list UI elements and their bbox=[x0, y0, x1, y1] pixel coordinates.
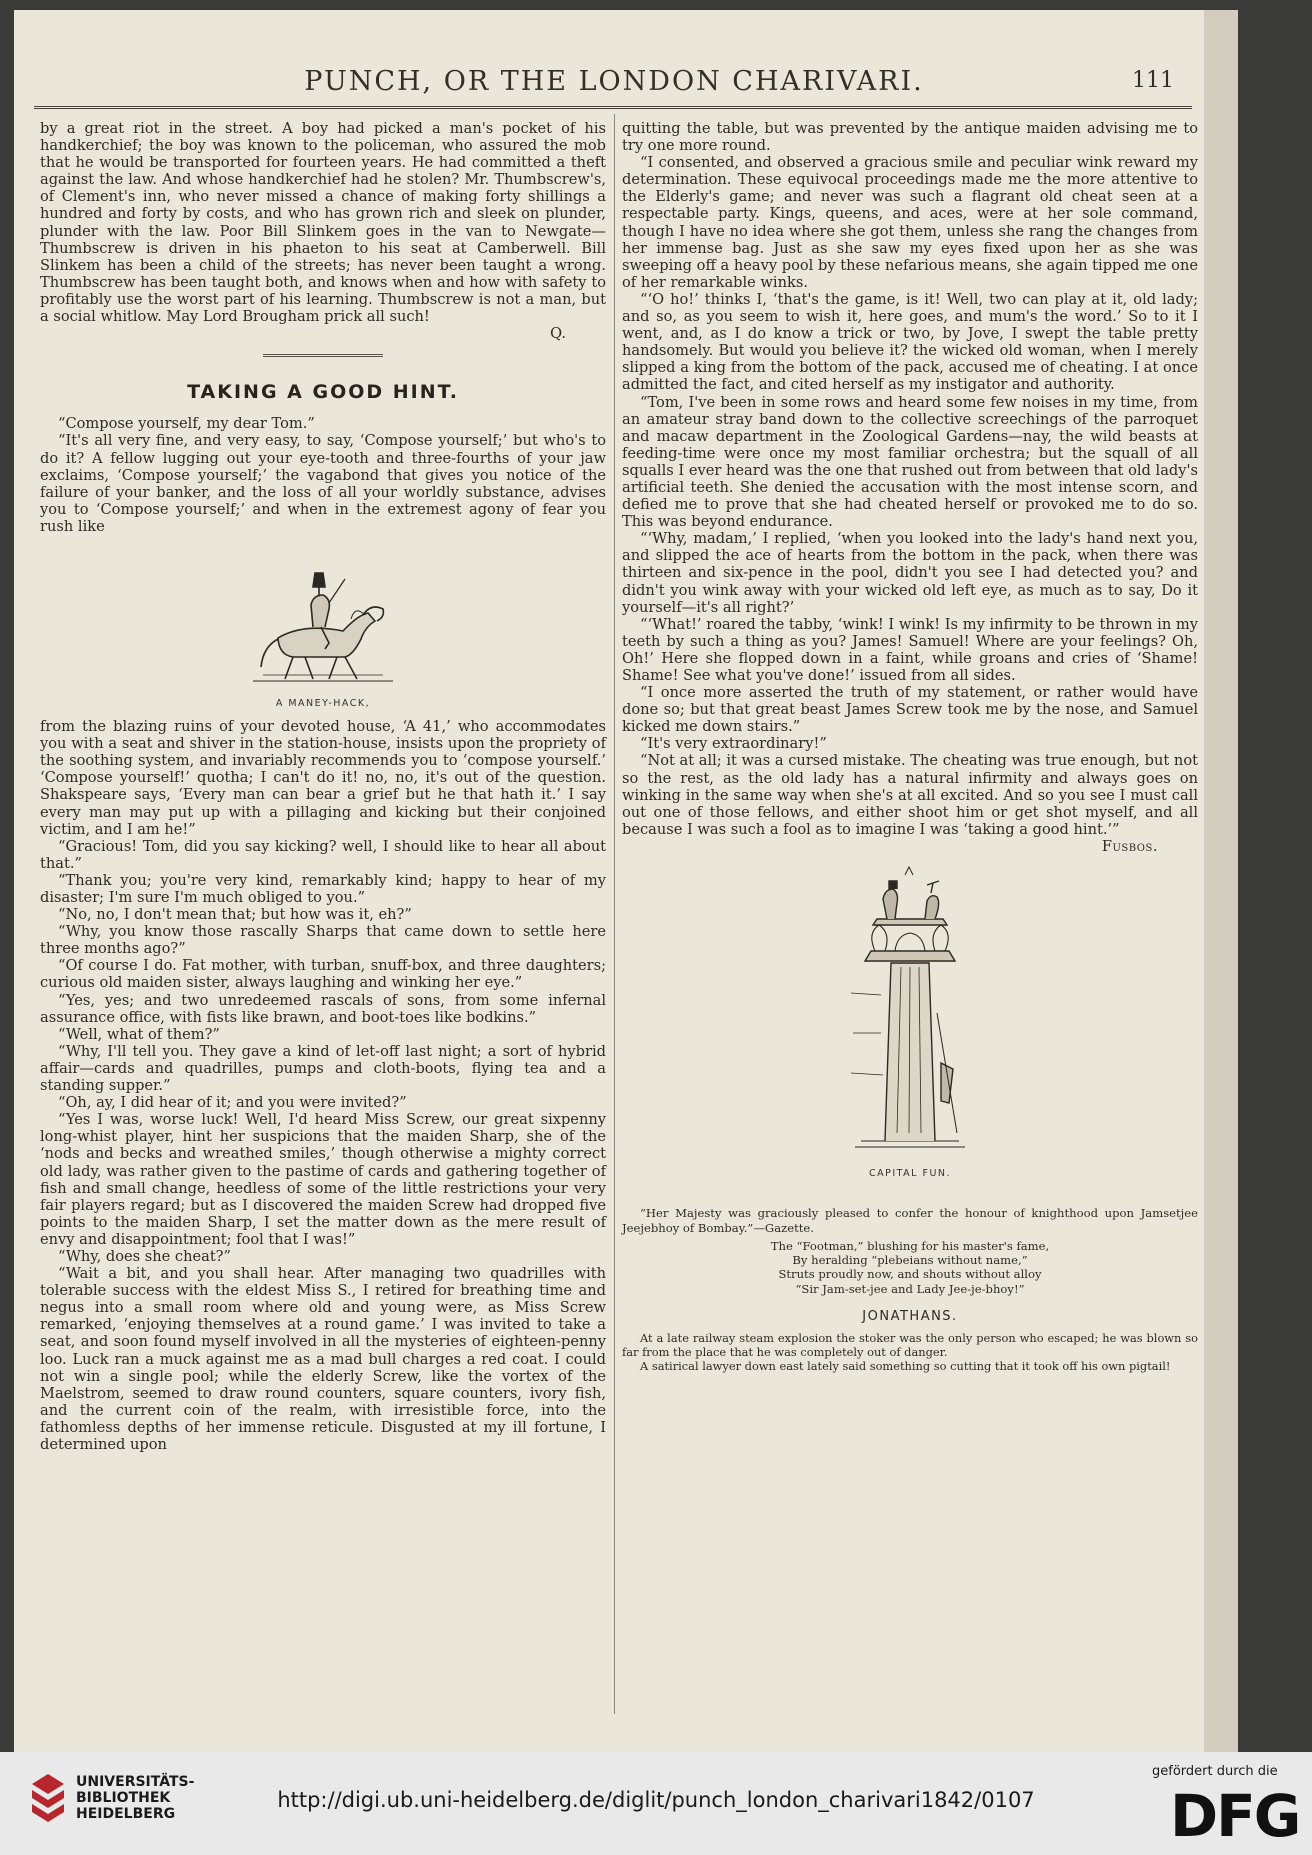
dfg-logo: DFG bbox=[1170, 1782, 1300, 1850]
right-column bbox=[622, 120, 1198, 1373]
paragraph: from the blazing ruins of your devoted house, ‘A 41,’ who accommodates you with a seat and shiver in the station-house, insists upon the propriety of the soothing system, and invariably recommends you to ‘compose yourself.’ ‘Compose yourself!’ quotha; I can't do it! no, no, it's out of the question. Shakspeare says, ‘Every man can bear a grief but he that hath it.’ I say every man may put up with a pillaging and kicking but their conjoined victim, and I am he!” bbox=[40, 718, 606, 838]
paragraph: “Yes, yes; and two unredeemed rascals of sons, from some infernal assurance office, with fists like brawn, and boot-toes like bodkins.” bbox=[40, 991, 606, 1026]
column-capital-illustration bbox=[845, 863, 975, 1163]
paragraph: “Of course I do. Fat mother, with turban, snuff-box, and three daughters; curious old maiden sister, always laughing and winking her eye.” bbox=[40, 957, 606, 992]
intro-paragraph: by a great riot in the street. A boy had picked a man's pocket of his handkerchief; the boy was known to the policeman, who assured the mob that he would be transported for fourteen years. He had committed a theft against the law. And whose handkerchief had he stolen? Mr. Thumbscrew's, of Clement's inn, who never missed a chance of making forty shillings a hundred and forty by costs, and who has grown rich and sleek on plunder, plunder with the law. Poor Bill Slinkem goes in the van to Newgate—Thumbscrew is driven in his phaeton to his seat at Camberwell. Bill Slinkem has been a child of the streets; has never been taught a wrong. Thumbscrew has been taught both, and knows when and how with safety to profitably use the worst part of his learning. Thumbscrew is not a man, but a social whitlow. May Lord Brougham prick all such! bbox=[40, 120, 606, 326]
paragraph: “‘O ho!’ thinks I, ‘that's the game, is it! Well, two can play at it, old lady; and so, as you seem to wish it, here goes, and mum's the word.’ So to it I went, and, as I do know a trick or two, by Jove, I swept the table pretty handsomely. But would you believe it? the wicked old woman, when I merely slipped a king from the bottom of the pack, accused me of cheating. I at once admitted the fact, and cited herself as my instigator and authority. bbox=[622, 290, 1198, 394]
paragraph: quitting the table, but was prevented by the antique maiden advising me to try one more round. bbox=[622, 120, 1198, 155]
paragraph: “Oh, ay, I did hear of it; and you were invited?” bbox=[58, 1094, 407, 1112]
article-title: TAKING A GOOD HINT. bbox=[187, 381, 459, 404]
paragraph: “Why, does she cheat?” bbox=[58, 1247, 231, 1265]
paragraph: “I once more asserted the truth of my statement, or rather would have done so; but that great beast James Screw took me by the nose, and Samuel kicked me down stairs.” bbox=[622, 684, 1198, 736]
paragraph: “Thank you; you're very kind, remarkably kind; happy to hear of my disaster; I'm sure I'm much obliged to you.” bbox=[40, 871, 606, 906]
jonathans-item: A satirical lawyer down east lately said something so cutting that it took off his own pigtail! bbox=[640, 1358, 1171, 1373]
left-column bbox=[40, 120, 606, 1453]
jonathans-heading: JONATHANS. bbox=[862, 1308, 958, 1324]
column-divider bbox=[614, 114, 615, 1714]
section-rule bbox=[263, 354, 383, 358]
institution-name-line: HEIDELBERG bbox=[76, 1806, 176, 1822]
paragraph: “Not at all; it was a cursed mistake. The cheating was true enough, but not so the rest, as the old lady has a natural infirmity and always goes on winking in the same way when she's at all excited. And so you see I must call out one of those fellows, and either shoot him or get shot myself, and all because I was such a fool as to imagine I was ‘taking a good hint.’” bbox=[622, 752, 1198, 838]
page-header-title: PUNCH, OR THE LONDON CHARIVARI. bbox=[304, 66, 924, 97]
page-number: 111 bbox=[1132, 68, 1174, 93]
paragraph: “Well, what of them?” bbox=[58, 1025, 220, 1043]
permalink-url[interactable]: http://digi.ub.uni-heidelberg.de/diglit/punch_london_charivari1842/0107 bbox=[277, 1788, 1035, 1812]
figure-caption: CAPITAL FUN. bbox=[868, 1168, 952, 1180]
page-edge bbox=[1204, 10, 1238, 1752]
figure-caption: A MANEY-HACK, bbox=[275, 697, 371, 709]
verse-line: The “Footman,” blushing for his master's fame, bbox=[770, 1238, 1050, 1253]
paragraph: “I consented, and observed a gracious smile and peculiar wink reward my determination. These equivocal proceedings made me the more attentive to the Elderly's game; and never was such a flagrant old cheat seen at a respectable party. Kings, queens, and aces, were at her sole command, though I have no idea where she got them, unless she rang the changes from her immense bag. Just as she saw my eyes fixed upon her as she was sweeping off a heavy pool by these nefarious means, she again tipped me one of her remarkable winks. bbox=[622, 154, 1198, 291]
figure-capital-fun bbox=[622, 863, 1198, 1182]
verse-line: “Sir Jam-set-jee and Lady Jee-je-bhoy!” bbox=[795, 1281, 1025, 1296]
intro-signature: Q. bbox=[550, 325, 566, 343]
header-rule bbox=[34, 106, 1192, 111]
scanned-page bbox=[14, 10, 1204, 1752]
funding-note: gefördert durch die bbox=[1152, 1764, 1278, 1779]
verse bbox=[622, 1239, 1198, 1296]
paragraph: “It's very extraordinary!” bbox=[640, 735, 827, 753]
article-signature: Fusbos. bbox=[1101, 837, 1158, 855]
paragraph: “No, no, I don't mean that; but how was it, eh?” bbox=[58, 906, 412, 924]
institution-name-line: UNIVERSITÄTS- bbox=[76, 1774, 195, 1790]
horse-rider-illustration bbox=[233, 543, 413, 693]
institution-name-line: BIBLIOTHEK bbox=[76, 1790, 171, 1806]
paragraph: “Gracious! Tom, did you say kicking? well, I should like to hear all about that.” bbox=[40, 837, 606, 872]
paragraph: “Compose yourself, my dear Tom.” bbox=[58, 415, 315, 433]
paragraph: “Wait a bit, and you shall hear. After managing two quadrilles with tolerable success with the eldest Miss S., I retired for breathing time and negus into a small room where old and young were, as Miss Screw remarked, ‘enjoying themselves at a round game.’ I was invited to take a seat, and soon found myself involved in all the mysteries of eighteen-penny loo. Luck ran a muck against me as a mad bull charges a red coat. I could not win a single pool; while the elderly Screw, like the vortex of the Maelstrom, seemed to draw round counters, square counters, ivory fish, and the current coin of the realm, with irresistible force, into the fathomless depths of her immense reticule. Disgusted at my ill fortune, I determined upon bbox=[40, 1265, 606, 1453]
paragraph: “‘Why, madam,’ I replied, ‘when you looked into the lady's hand next you, and slipped the ace of hearts from the bottom in the pack, when there was thirteen and six-pence in the pool, didn't you see I had detected you? and didn't you wink away with your wicked old left eye, as much as to say, Do it yourself—it's all right?’ bbox=[622, 530, 1198, 616]
figure-maney-hack bbox=[40, 543, 606, 712]
paragraph: “Yes I was, worse luck! Well, I'd heard Miss Screw, our great sixpenny long-whist player, hint her suspicions that the maiden Sharp, she of the ‘nods and becks and wreathed smiles,’ though otherwise a mighty correct old lady, was rather given to the pastime of cards and gathering together of fish and small change, heedless of some of the little restrictions your very fair players regard; but as I discovered the maiden Screw had dropped five points to the maiden Sharp, I set the matter down as the mere result of envy and disappointment; fool that I was!” bbox=[40, 1111, 606, 1248]
verse-line: By heralding “plebeians without name,” bbox=[792, 1253, 1028, 1268]
gazette-quote: “Her Majesty was graciously pleased to confer the honour of knighthood upon Jamsetjee Jeejebhoy of Bombay.”—Gazette. bbox=[622, 1206, 1198, 1235]
paragraph: “Tom, I've been in some rows and heard some few noises in my time, from an amateur stray band down to the collective screechings of the parroquet and macaw department in the Zoological Gardens—nay, the wild beasts at feeding-time were once my most familiar orchestra; but the squall of all squalls I ever heard was the one that rushed out from between that old lady's artificial teeth. She denied the accusation with the most intense scorn, and defied me to prove that she had cheated herself or provoked me to do so. This was beyond endurance. bbox=[622, 393, 1198, 531]
paragraph: “Why, I'll tell you. They gave a kind of let-off last night; a sort of hybrid affair—cards and quadrilles, pumps and cloth-boots, flying tea and a standing supper.” bbox=[40, 1042, 606, 1095]
viewer-footer bbox=[0, 1752, 1312, 1855]
verse-line: Struts proudly now, and shouts without alloy bbox=[778, 1267, 1042, 1282]
jonathans-item: At a late railway steam explosion the stoker was the only person who escaped; he was blown so far from the place that he was completely out of danger. bbox=[622, 1330, 1198, 1359]
paragraph: “‘What!’ roared the tabby, ‘wink! I wink! Is my infirmity to be thrown in my teeth by such a thing as you? James! Samuel! Where are your feelings? Oh, Oh!’ Here she flopped down in a faint, while groans and cries of ‘Shame! Shame! See what you've done!’ issued from all sides. bbox=[622, 615, 1198, 684]
paragraph: “Why, you know those rascally Sharps that came down to settle here three months ago?” bbox=[40, 923, 606, 958]
paragraph: “It's all very fine, and very easy, to say, ‘Compose yourself;’ but who's to do it? A fellow lugging out your eye-tooth and three-fourths of your jaw exclaims, ‘Compose yourself;’ the vagabond that gives you notice of the failure of your banker, and the loss of all your worldly substance, advises you to ‘Compose yourself;’ and when in the extremest agony of fear you rush like bbox=[40, 432, 606, 535]
